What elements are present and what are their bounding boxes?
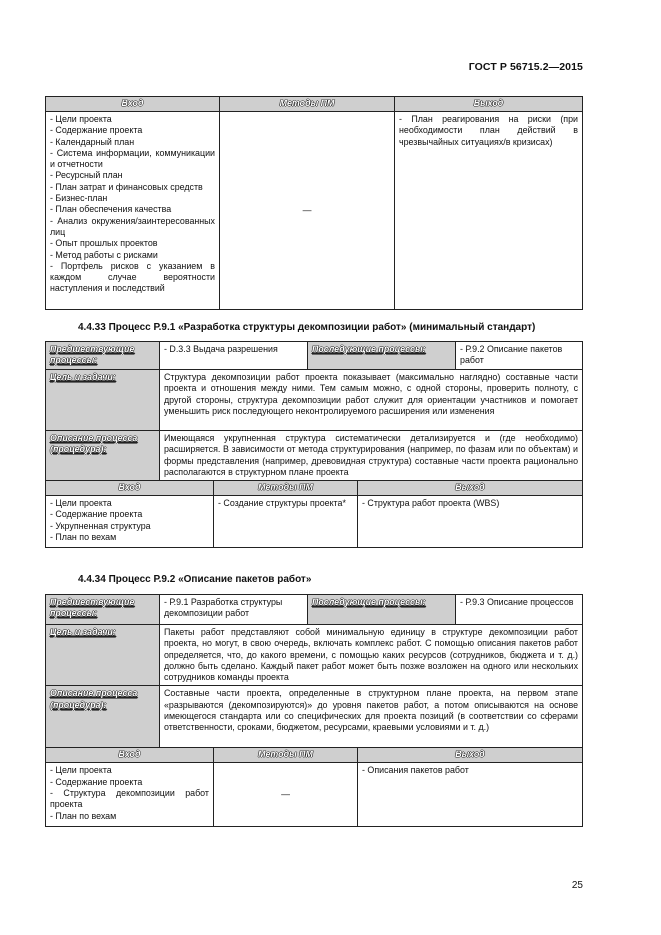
output-cell: - Структура работ проекта (WBS) (358, 496, 583, 548)
col-header-output: Выход (395, 97, 583, 112)
goal-text: Структура декомпозиции работ проекта показывает (максимально наглядно) составные части проекта и отношения между ними. Тем самым можно, с одной стороны, проверить полноту, с другой стороны, структура декомпозиции работ служит для ориентации участников и помогает уменьшить риск последующего неконтролируемого расширения или изменения (160, 370, 583, 431)
methods-cell: — (220, 112, 395, 310)
methods-cell: — (214, 763, 358, 827)
list-item: - Структура декомпозиции работ проекта (50, 788, 209, 810)
desc-label: Описание процесса (процедура): (46, 686, 160, 748)
document-id: ГОСТ Р 56715.2—2015 (468, 61, 583, 73)
desc-text: Имеющаяся укрупненная структура систематически детализируется и (где необходимо) расширяется. В зависимости от метода структурирования (например, по фазам или по объектам) и формы представления (например, древовидная структура) составные части проекта рационально располагаются в структурном плане проекта (160, 431, 583, 481)
input-cell (46, 112, 220, 310)
risk-table (45, 96, 583, 310)
col-header-input: Вход (46, 748, 214, 763)
col-header-methods: Методы ПМ (214, 748, 358, 763)
list-item: - План затрат и финансовых средств (50, 181, 203, 192)
col-header-input: Вход (46, 97, 220, 112)
process-table (45, 341, 583, 548)
list-item: - Метод работы с рисками (50, 249, 158, 260)
succ-value: - Р.9.3 Описание процессов (456, 595, 583, 625)
output-cell (395, 112, 583, 310)
output-cell: - Описания пакетов работ (358, 763, 583, 827)
list-item: - Календарный план (50, 136, 135, 147)
col-header-methods: Методы ПМ (214, 481, 358, 496)
input-cell (46, 763, 214, 827)
page-number: 25 (571, 880, 583, 891)
methods-cell: - Создание структуры проекта* (214, 496, 358, 548)
succ-value: - Р.9.2 Описание пакетов работ (456, 342, 583, 370)
list-item: - Опыт прошлых проектов (50, 238, 158, 249)
list-item: - Цели проекта (50, 498, 112, 509)
col-header-output: Выход (358, 748, 583, 763)
section-heading: 4.4.34 Процесс Р.9.2 «Описание пакетов работ» (78, 574, 312, 585)
pred-label: Предшествующие процессы: (46, 342, 160, 370)
desc-label: Описание процесса (процедура): (46, 431, 160, 481)
pred-value: - D.3.3 Выдача разрешения (160, 342, 308, 370)
succ-label: Последующие процессы: (308, 342, 456, 370)
process-table (45, 594, 583, 827)
col-header-methods: Методы ПМ (220, 97, 395, 112)
list-item: - План по вехам (50, 810, 117, 821)
list-item: - Содержание проекта (50, 125, 143, 136)
list-item: - Цели проекта (50, 765, 112, 776)
section-heading: 4.4.33 Процесс Р.9.1 «Разработка структуры декомпозиции работ» (минимальный стандарт) (78, 322, 536, 333)
list-item: - План обеспечения качества (50, 204, 172, 215)
goal-label: Цель и задачи: (46, 625, 160, 686)
list-item: - Бизнес-план (50, 193, 108, 204)
goal-label: Цель и задачи: (46, 370, 160, 431)
list-item: - Содержание проекта (50, 776, 143, 787)
pred-label: Предшествующие процессы: (46, 595, 160, 625)
col-header-input: Вход (46, 481, 214, 496)
list-item: - План реагирования на риски (при необходимости план действий в чрезвычайных ситуациях/в кризисах) (399, 114, 578, 147)
input-cell (46, 496, 214, 548)
list-item: - Анализ окружения/заинтересованных лиц (50, 215, 215, 237)
succ-label: Последующие процессы: (308, 595, 456, 625)
pred-value: - Р.9.1 Разработка структуры декомпозиции работ (160, 595, 308, 625)
list-item: - Ресурсный план (50, 170, 123, 181)
list-item: - Система информации, коммуникации и отчетности (50, 147, 215, 170)
list-item: - Портфель рисков с указанием в каждом случае вероятности наступления и последствий (50, 260, 215, 294)
list-item: - Цели проекта (50, 114, 112, 124)
list-item: - Содержание проекта (50, 509, 143, 520)
desc-text: Составные части проекта, определенные в структурном плане проекта, на первом этапе «разрываются (декомпозируются)» до уровня пакетов работ, а потом описываются на основе имеющегося стандарта или со специфических для проекта позиций (в соответствии со сферами ответственности, сроками, бюджетом, ресурсами, краевыми условиями и т. д.) (160, 686, 583, 748)
list-item: - План по вехам (50, 532, 117, 543)
list-item: - Укрупненная структура (50, 520, 151, 531)
goal-text: Пакеты работ представляют собой минимальную единицу в структуре декомпозиции работ проекта, но могут, в свою очередь, включать комплекс работ. С помощью описания пакетов работ определяется, что, до какого времени, с помощью каких ресурсов (сотрудников, бюджета и т. д.) должно быть сделано. Каждый пакет работ может быть позже возложен на одного или нескольких сотрудников команды проекта (160, 625, 583, 686)
col-header-output: Выход (358, 481, 583, 496)
